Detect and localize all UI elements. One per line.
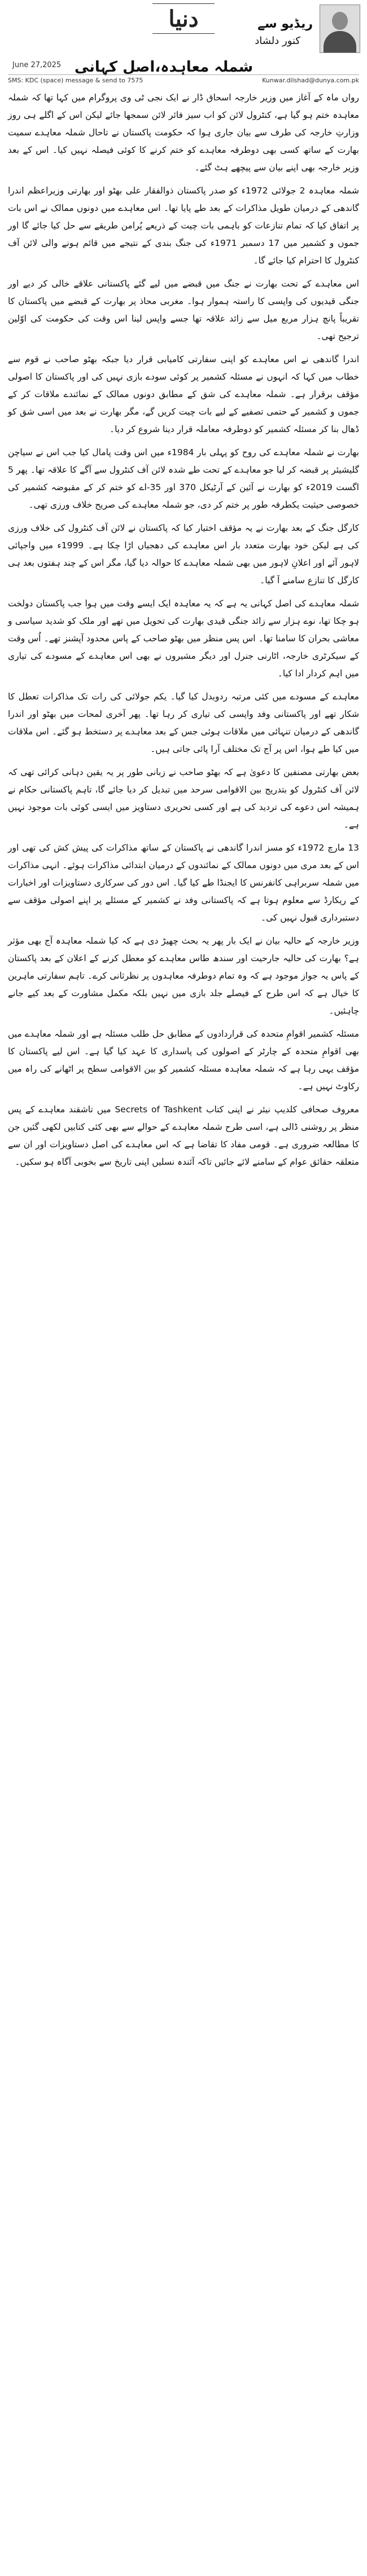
author-email[interactable]: Kunwar.dilshad@dunya.com.pk — [262, 77, 359, 84]
article-paragraph: مسئلہ کشمیر اقوامِ متحدہ کی قراردادوں کے مطابق حل طلب مسئلہ ہے اور شملہ معاہدے میں بھی اقوامِ متحدہ کے چارٹر کے اصولوں کی پاسداری کا عہد کیا گیا ہے۔ اس لیے پاکستان کا مؤقف یہی رہا ہے کہ شملہ معاہدہ مسئلہ کشمیر کو بین الاقوامی سطح پر اٹھانے کی راہ میں رکاوٹ نہیں ہے۔ — [8, 1029, 359, 1091]
author-name: کنور دلشاد — [255, 35, 300, 47]
column-name: ریڈیو سے — [257, 17, 313, 31]
article-body — [8, 89, 359, 1177]
article-headline: شملہ معاہدہ،اصل کہانی — [74, 59, 254, 76]
article-paragraph: وزیر خارجہ کے حالیہ بیان نے ایک بار پھر یہ بحث چھیڑ دی ہے کہ کیا شملہ معاہدہ آج بھی مؤثر ہے؟ بھارت کی حالیہ جارحیت اور سندھ طاس معاہدے کو معطل کرنے کے اعلان کے بعد پاکستان کے پاس یہ جواز موجود ہے کہ وہ تمام دوطرفہ معاہدوں پر نظرثانی کرے۔ تاہم سفارتی ماہرین کا خیال ہے کہ اس طرح کے فیصلے جلد بازی میں نہیں بلکہ مکمل مشاورت کے بعد کیے جانے چاہئیں۔ — [8, 936, 359, 1016]
article-paragraph: اس معاہدے کے تحت بھارت نے جنگ میں قبضے میں لیے گئے پاکستانی علاقے خالی کر دیے اور جنگی قیدیوں کی واپسی کا راستہ ہموار ہوا۔ مغربی محاذ پر بھارت کے قبضے میں پاکستان کا تقریباً پانچ ہزار مربع میل سے زائد علاقہ تھا جسے واپس لینا اس وقت کی حکومت کی اوّلین ترجیح تھی۔ — [8, 279, 359, 341]
article-paragraph: معاہدے کے مسودے میں کئی مرتبہ ردوبدل کیا گیا۔ یکم جولائی کی رات تک مذاکرات تعطل کا شکار تھے اور پاکستانی وفد واپسی کی تیاری کر رہا تھا۔ پھر آخری لمحات میں بھٹو اور اندرا گاندھی کے درمیان تنہائی میں ملاقات ہوئی جس کے بعد معاہدے پر دستخط ہو گئے۔ اس ملاقات میں کیا طے ہوا، اس پر آج تک مختلف آرا پائی جاتی ہیں۔ — [8, 692, 359, 754]
sms-info: SMS: KDC (space) message & send to 7575 — [8, 77, 143, 84]
article-paragraph: 13 مارچ 1972ء کو مسز اندرا گاندھی نے پاکستان کے ساتھ مذاکرات کی پیش کش کی تھی اور اس کے بعد مری میں دونوں ممالک کے نمائندوں کے درمیان ابتدائی مذاکرات ہوئے۔ انہی مذاکرات میں شملہ سربراہی کانفرنس کا ایجنڈا طے کیا گیا۔ اس دور کی سرکاری دستاویزات اور اخبارات کے ریکارڈ سے معلوم ہوتا ہے کہ پاکستانی وفد نے کشمیر کے مسئلے پر اپنے اصولی مؤقف سے دستبرداری قبول نہیں کی۔ — [8, 843, 360, 923]
author-photo — [320, 5, 360, 53]
article-paragraph: اندرا گاندھی نے اس معاہدے کو اپنی سفارتی کامیابی قرار دیا جبکہ بھٹو صاحب نے قوم سے خطاب میں کہا کہ انہوں نے مسئلہ کشمیر پر کوئی سودے بازی نہیں کی اور پاکستان کا اصولی مؤقف برقرار ہے۔ شملہ معاہدے کی شق کے مطابق دونوں ممالک کے نمائندے ملاقات کر کے جموں و کشمیر کے حتمی تصفیے کے لیے بات چیت کریں گے، مگر بھارت نے بعد میں اسی شق کو ڈھال بنا کر مسئلہ کشمیر کو دوطرفہ معاملہ قرار دینا شروع کر دیا۔ — [8, 354, 359, 434]
masthead — [0, 0, 367, 85]
author-photo-shoulders — [324, 31, 356, 53]
article-paragraph: شملہ معاہدہ 2 جولائی 1972ء کو صدر پاکستان ذوالفقار علی بھٹو اور بھارتی وزیراعظم اندرا گاندھی کے درمیان طویل مذاکرات کے بعد طے پایا تھا۔ اس معاہدے میں دونوں ممالک نے اس بات پر اتفاق کیا کہ تمام تنازعات کو باہمی بات چیت کے ذریعے پُرامن طریقے سے حل کیا جائے گا اور جموں و کشمیر میں 17 دسمبر 1971ء کی جنگ بندی کے نتیجے میں قائم ہونے والی لائن آف کنٹرول کا احترام کیا جائے گا۔ — [8, 186, 359, 266]
author-photo-head — [332, 12, 348, 30]
article-paragraph: کارگل جنگ کے بعد بھارت نے یہ مؤقف اختیار کیا کہ پاکستان نے لائن آف کنٹرول کی خلاف ورزی کی ہے لیکن خود بھارت متعدد بار اس معاہدے کی دھجیاں اڑا چکا ہے۔ 1999ء میں واجپائی لاہور آئے اور اعلانِ لاہور میں بھی شملہ معاہدے کا حوالہ دیا گیا، مگر اس کے چند ہفتوں بعد ہی کارگل کا تنازع سامنے آ گیا۔ — [8, 523, 359, 585]
publish-date: June 27,2025 — [12, 61, 62, 69]
article-paragraph: معروف صحافی کلدیپ نیئر نے اپنی کتاب Secrets of Tashkent میں تاشقند معاہدے کے پس منظر پر روشنی ڈالی ہے، اسی طرح شملہ معاہدے کے حوالے سے بھی کئی کتابیں لکھی گئیں جن کا مطالعہ ضروری ہے۔ قومی مفاد کا تقاضا ہے کہ اس معاہدے کی اصل دستاویزات اور ان سے متعلقہ حقائق عوام کے سامنے لائے جائیں تاکہ آئندہ نسلیں اپنی تاریخ سے بخوبی آگاہ ہو سکیں۔ — [8, 1104, 359, 1167]
contact-line — [8, 74, 359, 84]
article-paragraph: بعض بھارتی مصنفین کا دعویٰ ہے کہ بھٹو صاحب نے زبانی طور پر یہ یقین دہانی کرائی تھی کہ لائن آف کنٹرول کو بتدریج بین الاقوامی سرحد میں تبدیل کر دیا جائے گا، تاہم پاکستانی حکام نے ہمیشہ اس دعوے کی تردید کی ہے اور کسی تحریری دستاویز میں ایسی کوئی بات موجود نہیں ہے۔ — [8, 767, 359, 830]
article-paragraph: شملہ معاہدے کی اصل کہانی یہ ہے کہ یہ معاہدہ ایک ایسے وقت میں ہوا جب پاکستان دولخت ہو چکا تھا، نوے ہزار سے زائد جنگی قیدی بھارت کی تحویل میں تھے اور ملک کو شدید سیاسی و معاشی بحران کا سامنا تھا۔ اس پس منظر میں بھٹو صاحب کے پاس محدود آپشنز تھے۔ اُس وقت کے سیکرٹری خارجہ، اٹارنی جنرل اور دیگر مشیروں نے بھی اس معاہدے کے مسودے کی تیاری میں اہم کردار ادا کیا۔ — [8, 598, 359, 679]
article-paragraph: رواں ماہ کے آغاز میں وزیر خارجہ اسحاق ڈار نے ایک نجی ٹی وی پروگرام میں کہا تھا کہ شملہ معاہدہ ختم ہو گیا ہے، کنٹرول لائن کو اب سیز فائر لائن سمجھا جائے لیکن اس کے اگلے ہی روز وزارتِ خارجہ کی طرف سے بیان جاری ہوا کہ حکومت پاکستان نے تاحال شملہ معاہدے سمیت بھارت کے ساتھ کسی بھی دوطرفہ معاہدے کو ختم کرنے کا کوئی فیصلہ نہیں کیا۔ اس کے بعد وزیر خارجہ بھی اپنے بیان سے پیچھے ہٹ گئے۔ — [8, 93, 359, 173]
newspaper-logo[interactable]: دنیا — [152, 3, 215, 34]
article-paragraph: بھارت نے شملہ معاہدے کی روح کو پہلی بار 1984ء میں اس وقت پامال کیا جب اس نے سیاچن گلیشیئر پر قبضہ کر لیا جو معاہدے کے تحت طے شدہ لائن آف کنٹرول سے آگے کا علاقہ تھا۔ پھر 5 اگست 2019ء کو بھارت نے آئین کے آرٹیکل 370 اور 35-اے کو ختم کر کے مقبوضہ کشمیر کی خصوصی حیثیت یکطرفہ طور پر ختم کر دی، جو شملہ معاہدے کی صریح خلاف ورزی تھی۔ — [8, 447, 359, 510]
